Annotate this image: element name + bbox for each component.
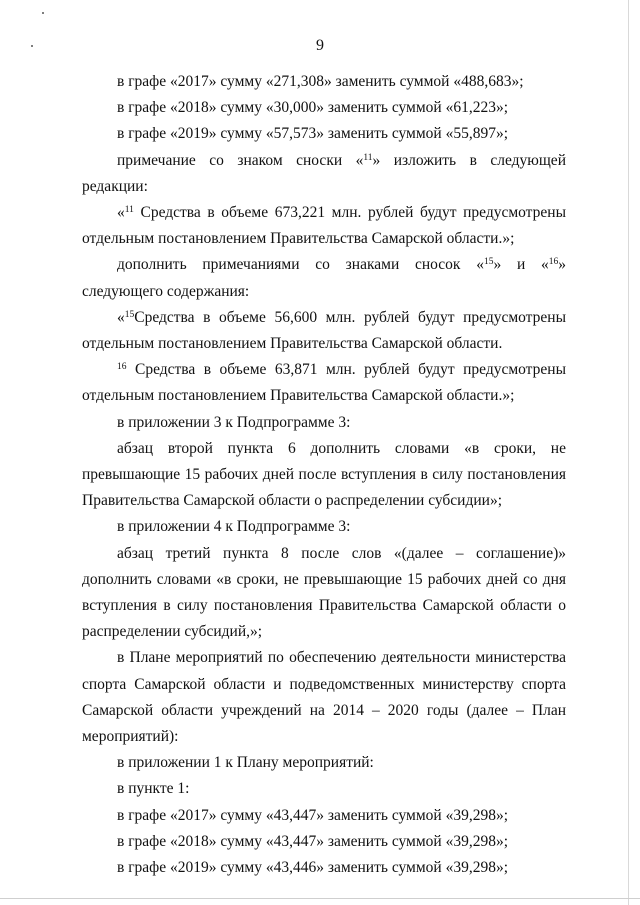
paragraph: в приложении 4 к Подпрограмме 3:: [117, 518, 351, 536]
paragraph: в графе «2017» сумму «271,308» заменить суммой «488,683»;: [117, 73, 524, 90]
paragraph: [82, 305, 566, 357]
text-run: «: [117, 204, 125, 222]
text-run: » следующего содержания:: [82, 256, 566, 300]
paragraph: абзац второй пункта 6 дополнить словами «в сроки, не превышающие 15 рабочих дней после вступления в силу постановления Правительства Самарской области о распределении субсидии»;: [82, 439, 566, 510]
paragraph: в графе «2018» сумму «43,447» заменить суммой «39,298»;: [117, 832, 509, 850]
footnote-mark: 11: [363, 152, 373, 163]
paragraph: [82, 252, 566, 304]
paragraph: [82, 148, 566, 200]
text-run: «: [117, 308, 125, 326]
text-run: » и «: [493, 256, 549, 274]
page-right-edge: [628, 0, 629, 905]
paragraph: в Плане мероприятий по обеспечению деятельности министерства спорта Самарской области и подведомственных министерству спорта Самарской области учреждений на 2014 – 2020 годы (далее – План мероприятий):: [82, 649, 566, 746]
paragraph: [82, 200, 566, 252]
text-run: » изложить в следующей редакции:: [82, 151, 566, 195]
paragraph: [82, 357, 566, 409]
text-run: Средства в объеме 673,221 млн. рублей будут предусмотрены отдельным постановлением Правительства Самарской области.»;: [82, 204, 566, 248]
paragraph: в приложении 1 к Плану мероприятий:: [117, 754, 374, 772]
paragraph: в графе «2018» сумму «30,000» заменить суммой «61,223»;: [117, 99, 509, 117]
footnote-mark: 15: [483, 257, 494, 268]
footnote-mark: 16: [548, 257, 559, 268]
paragraph: в графе «2017» сумму «43,447» заменить суммой «39,298»;: [117, 806, 509, 824]
page-number: 9: [316, 37, 324, 54]
text-run: Средства в объеме 56,600 млн. рублей будут предусмотрены отдельным постановлением Правительства Самарской области.: [82, 308, 566, 353]
paragraph: в графе «2019» сумму «57,573» заменить суммой «55,897»;: [117, 125, 509, 143]
paragraph: в графе «2019» сумму «43,446» заменить суммой «39,298»;: [117, 859, 509, 877]
text-run: Средства в объеме 63,871 млн. рублей будут предусмотрены отдельным постановлением Правительства Самарской области.»;: [82, 361, 566, 405]
scan-speck: [42, 12, 44, 14]
text-run: примечание со знаком сноски «: [117, 151, 364, 169]
text-run: дополнить примечаниями со знаками сносок «: [117, 256, 484, 274]
document-body: [82, 69, 566, 881]
paragraph: абзац третий пункта 8 после слов «(далее – соглашение)» дополнить словами «в сроки, не превышающие 15 рабочих дней со дня вступления в силу постановления Правительства Самарской области о распределении субсидий,»;: [82, 544, 566, 641]
footnote-mark: 16: [117, 362, 127, 373]
paragraph: в приложении 3 к Подпрограмме 3:: [117, 413, 351, 431]
footnote-mark: 11: [124, 205, 134, 216]
paragraph: в пункте 1:: [117, 780, 190, 798]
page-bottom-edge: [0, 898, 640, 899]
footnote-mark: 15: [124, 309, 135, 320]
